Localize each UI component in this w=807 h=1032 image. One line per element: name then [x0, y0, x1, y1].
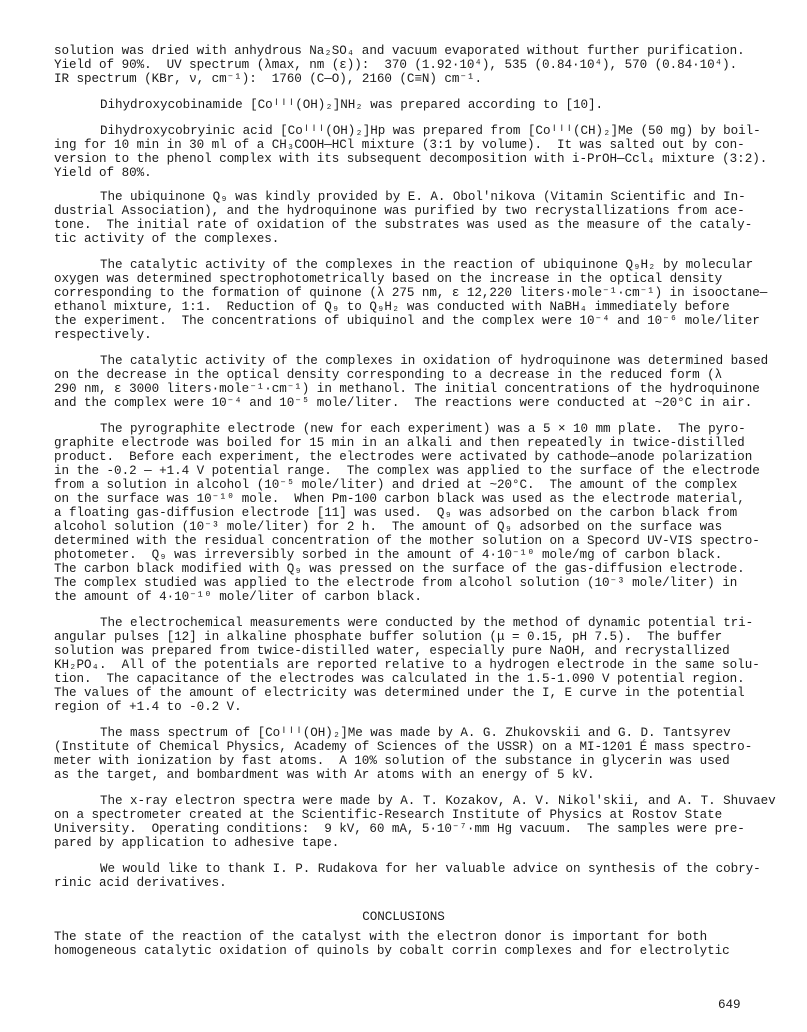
text-line: ethanol mixture, 1:1. Reduction of Q₉ to Q₉H₂ was conducted with NaBH₄ immediately before [54, 300, 730, 314]
text-line: Dihydroxycobinamide [Coᴵᴵᴵ(OH)₂]NH₂ was prepared according to [10]. [100, 98, 604, 112]
text-line: angular pulses [12] in alkaline phosphate buffer solution (μ = 0.15, pH 7.5). The buffer [54, 630, 723, 644]
text-line: ing for 10 min in 30 ml of a CH₃COOH—HCl mixture (3:1 by volume). It was salted out by con- [54, 138, 745, 152]
text-line: dustrial Association), and the hydroquinone was purified by two recrystallizations from ace- [54, 204, 745, 218]
page-number: 649 [718, 998, 741, 1012]
text-line: corresponding to the formation of quinone (λ 275 nm, ε 12,220 liters·mole⁻¹·cm⁻¹) in isooctane— [54, 286, 768, 300]
text-line: on a spectrometer created at the Scientific-Research Institute of Physics at Rostov State [54, 808, 723, 822]
text-line: KH₂PO₄. All of the potentials are reported relative to a hydrogen electrode in the same solu- [54, 658, 760, 672]
text-line: The complex studied was applied to the electrode from alcohol solution (10⁻³ mole/liter) in [54, 576, 738, 590]
text-line: meter with ionization by fast atoms. A 10% solution of the substance in glycerin was used [54, 754, 730, 768]
text-line: The catalytic activity of the complexes in oxidation of hydroquinone was determined based [100, 354, 769, 368]
text-line: solution was prepared from twice-distilled water, especially pure NaOH, and recrystallized [54, 644, 730, 658]
section-heading-conclusions: CONCLUSIONS [362, 910, 445, 924]
text-line: The electrochemical measurements were conducted by the method of dynamic potential tri- [100, 616, 754, 630]
text-line: We would like to thank I. P. Rudakova for her valuable advice on synthesis of the cobry- [100, 862, 761, 876]
text-line: The pyrographite electrode (new for each experiment) was a 5 × 10 mm plate. The pyro- [100, 422, 746, 436]
text-line: product. Before each experiment, the electrodes were activated by cathode—anode polarization [54, 450, 753, 464]
text-line: homogeneous catalytic oxidation of quinols by cobalt corrin complexes and for electrolytic [54, 944, 730, 958]
text-line: as the target, and bombardment was with Ar atoms with an energy of 5 kV. [54, 768, 595, 782]
text-line: solution was dried with anhydrous Na₂SO₄ and vacuum evaporated without further purification. [54, 44, 745, 58]
text-line: tone. The initial rate of oxidation of the substrates was used as the measure of the cataly- [54, 218, 753, 232]
text-line: rinic acid derivatives. [54, 876, 227, 890]
text-line: alcohol solution (10⁻³ mole/liter) for 2 h. The amount of Q₉ adsorbed on the surface was [54, 520, 723, 534]
text-line: Yield of 80%. [54, 166, 152, 180]
text-line: The x-ray electron spectra were made by A. T. Kozakov, A. V. Nikol'skii, and A. T. Shuvaev [100, 794, 776, 808]
text-line: and the complex were 10⁻⁴ and 10⁻⁵ mole/liter. The reactions were conducted at ~20°C in air. [54, 396, 753, 410]
text-line: The ubiquinone Q₉ was kindly provided by E. A. Obol'nikova (Vitamin Scientific and In- [100, 190, 746, 204]
text-line: graphite electrode was boiled for 15 min in an alkali and then repeatedly in twice-distilled [54, 436, 745, 450]
text-line: IR spectrum (KBr, ν, cm⁻¹): 1760 (C—O), 2160 (C≡N) cm⁻¹. [54, 72, 482, 86]
text-line: Dihydroxycobryinic acid [Coᴵᴵᴵ(OH)₂]Hp was prepared from [Coᴵᴵᴵ(CH)₂]Me (50 mg) by boil- [100, 124, 761, 138]
text-line: determined with the residual concentration of the mother solution on a Specord UV-VIS spectro- [54, 534, 760, 548]
text-line: The carbon black modified with Q₉ was pressed on the surface of the gas-diffusion electrode. [54, 562, 745, 576]
text-line: a floating gas-diffusion electrode [11] was used. Q₉ was adsorbed on the carbon black from [54, 506, 738, 520]
text-line: Yield of 90%. UV spectrum (λmax, nm (ε)): 370 (1.92·10⁴), 535 (0.84·10⁴), 570 (0.84·10⁴). [54, 58, 738, 72]
text-line: The values of the amount of electricity was determined under the I, E curve in the potential [54, 686, 745, 700]
text-line: tic activity of the complexes. [54, 232, 280, 246]
text-line: from a solution in alcohol (10⁻⁵ mole/liter) and dried at ~20°C. The amount of the complex [54, 478, 738, 492]
text-line: oxygen was determined spectrophotometrically based on the increase in the optical density [54, 272, 723, 286]
text-line: on the surface was 10⁻¹⁰ mole. When Pm-100 carbon black was used as the electrode material, [54, 492, 745, 506]
text-line: tion. The capacitance of the electrodes was calculated in the 1.5-1.090 V potential region. [54, 672, 745, 686]
text-line: 290 nm, ε 3000 liters·mole⁻¹·cm⁻¹) in methanol. The initial concentrations of the hydroquinone [54, 382, 760, 396]
text-line: on the decrease in the optical density corresponding to a decrease in the reduced form (λ [54, 368, 723, 382]
text-line: The catalytic activity of the complexes in the reaction of ubiquinone Q₉H₂ by molecular [100, 258, 754, 272]
text-line: pared by application to adhesive tape. [54, 836, 340, 850]
text-line: in the -0.2 — +1.4 V potential range. The complex was applied to the surface of the electrode [54, 464, 760, 478]
text-line: the amount of 4·10⁻¹⁰ mole/liter of carbon black. [54, 590, 422, 604]
text-line: University. Operating conditions: 9 kV, 60 mA, 5·10⁻⁷·mm Hg vacuum. The samples were pre- [54, 822, 745, 836]
text-line: The mass spectrum of [Coᴵᴵᴵ(OH)₂]Me was made by A. G. Zhukovskii and G. D. Tantsyrev [100, 726, 731, 740]
text-line: version to the phenol complex with its subsequent decomposition with i-PrOH—Ccl₄ mixture (3:2). [54, 152, 768, 166]
text-line: respectively. [54, 328, 152, 342]
text-line: region of +1.4 to -0.2 V. [54, 700, 242, 714]
text-line: (Institute of Chemical Physics, Academy of Sciences of the USSR) on a MI-1201 É mass spectro- [54, 740, 753, 754]
text-line: the experiment. The concentrations of ubiquinol and the complex were 10⁻⁴ and 10⁻⁶ mole/liter [54, 314, 760, 328]
text-line: photometer. Q₉ was irreversibly sorbed in the amount of 4·10⁻¹⁰ mole/mg of carbon black. [54, 548, 723, 562]
text-line: The state of the reaction of the catalyst with the electron donor is important for both [54, 930, 708, 944]
